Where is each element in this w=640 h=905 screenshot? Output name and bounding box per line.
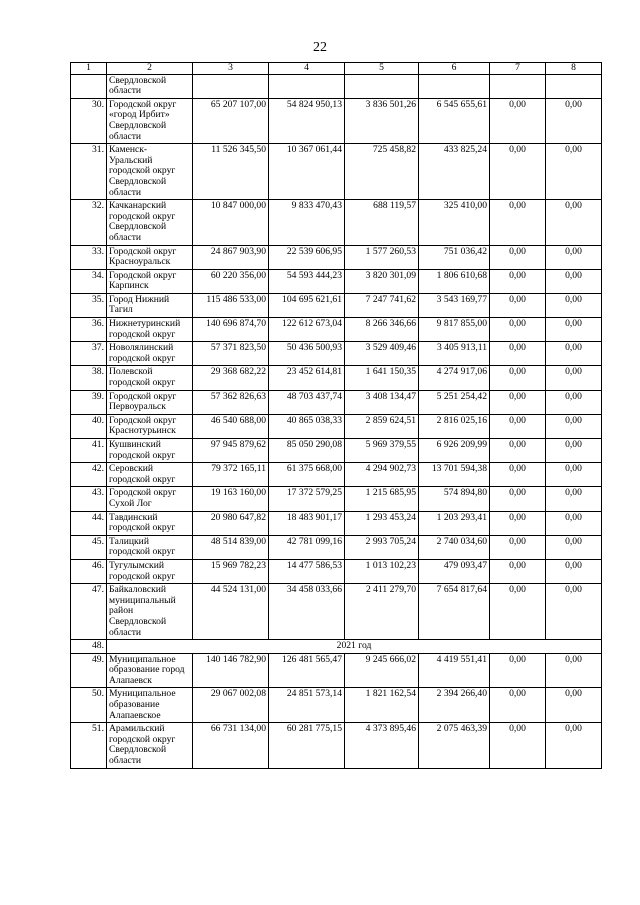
table-row <box>71 318 602 342</box>
amount-cell: 0,00 <box>546 487 602 511</box>
amount-cell <box>345 74 419 98</box>
row-number-cell: 30. <box>71 98 107 143</box>
amount-cell <box>419 74 490 98</box>
municipality-name-cell: Нижнетуринский городской округ <box>107 318 193 342</box>
table-row <box>71 342 602 366</box>
amount-cell: 2 394 266,40 <box>419 688 490 723</box>
municipality-name-cell: Городской округ «город Ирбит» Свердловской области <box>107 98 193 143</box>
amount-cell: 60 220 356,00 <box>193 269 269 293</box>
row-number-cell: 35. <box>71 293 107 317</box>
amount-cell: 3 408 134,47 <box>345 390 419 414</box>
municipality-name-cell: Тугулымский городской округ <box>107 559 193 583</box>
row-number-cell: 40. <box>71 414 107 438</box>
amount-cell: 57 371 823,50 <box>193 342 269 366</box>
row-number-cell: 44. <box>71 511 107 535</box>
amount-cell: 0,00 <box>546 723 602 768</box>
amount-cell: 0,00 <box>490 318 546 342</box>
amount-cell: 2 993 705,24 <box>345 535 419 559</box>
amount-cell: 54 824 950,13 <box>269 98 345 143</box>
table-row <box>71 535 602 559</box>
table-row <box>71 200 602 245</box>
amount-cell: 0,00 <box>546 414 602 438</box>
amount-cell: 751 036,42 <box>419 245 490 269</box>
amount-cell: 0,00 <box>490 439 546 463</box>
amount-cell: 24 851 573,14 <box>269 688 345 723</box>
row-number-cell: 45. <box>71 535 107 559</box>
amount-cell: 0,00 <box>490 463 546 487</box>
table-row <box>71 98 602 143</box>
amount-cell: 14 477 586,53 <box>269 559 345 583</box>
amount-cell: 97 945 879,62 <box>193 439 269 463</box>
amount-cell: 574 894,80 <box>419 487 490 511</box>
amount-cell: 0,00 <box>490 293 546 317</box>
column-number-header: 7 <box>490 63 546 75</box>
amount-cell: 17 372 579,25 <box>269 487 345 511</box>
column-number-header: 8 <box>546 63 602 75</box>
row-number-cell: 37. <box>71 342 107 366</box>
row-number-cell: 32. <box>71 200 107 245</box>
amount-cell: 13 701 594,38 <box>419 463 490 487</box>
amount-cell: 725 458,82 <box>345 144 419 200</box>
amount-cell: 0,00 <box>546 366 602 390</box>
table-row <box>71 653 602 688</box>
budget-table <box>70 62 602 769</box>
amount-cell: 7 247 741,62 <box>345 293 419 317</box>
amount-cell: 42 781 099,16 <box>269 535 345 559</box>
municipality-name-cell: Серовский городской округ <box>107 463 193 487</box>
amount-cell: 0,00 <box>546 511 602 535</box>
row-number-cell: 39. <box>71 390 107 414</box>
amount-cell: 6 926 209,99 <box>419 439 490 463</box>
municipality-name-cell: Городской округ Карпинск <box>107 269 193 293</box>
amount-cell: 19 163 160,00 <box>193 487 269 511</box>
amount-cell: 2 859 624,51 <box>345 414 419 438</box>
table-header-row <box>71 63 602 75</box>
row-number-cell: 41. <box>71 439 107 463</box>
amount-cell: 140 146 782,90 <box>193 653 269 688</box>
year-row <box>71 640 602 654</box>
amount-cell: 22 539 606,95 <box>269 245 345 269</box>
municipality-name-cell: Городской округ Краснотурьинск <box>107 414 193 438</box>
amount-cell: 15 969 782,23 <box>193 559 269 583</box>
amount-cell <box>490 74 546 98</box>
column-number-header: 3 <box>193 63 269 75</box>
amount-cell: 0,00 <box>546 653 602 688</box>
municipality-name-cell: Муниципальное образование город Алапаевск <box>107 653 193 688</box>
column-number-header: 4 <box>269 63 345 75</box>
amount-cell: 29 368 682,22 <box>193 366 269 390</box>
table-row <box>71 245 602 269</box>
row-number-cell: 38. <box>71 366 107 390</box>
amount-cell: 126 481 565,47 <box>269 653 345 688</box>
amount-cell: 1 215 685,95 <box>345 487 419 511</box>
amount-cell: 0,00 <box>490 487 546 511</box>
municipality-name-cell: Качканарский городской округ Свердловской области <box>107 200 193 245</box>
row-number-cell: 42. <box>71 463 107 487</box>
table-row <box>71 390 602 414</box>
amount-cell: 0,00 <box>490 390 546 414</box>
table-row <box>71 559 602 583</box>
amount-cell: 122 612 673,04 <box>269 318 345 342</box>
page-number: 22 <box>313 40 327 55</box>
amount-cell: 8 266 346,66 <box>345 318 419 342</box>
amount-cell: 4 373 895,46 <box>345 723 419 768</box>
table-row <box>71 366 602 390</box>
table-row <box>71 414 602 438</box>
municipality-name-cell: Новолялинский городской округ <box>107 342 193 366</box>
amount-cell: 0,00 <box>546 584 602 640</box>
amount-cell: 9 817 855,00 <box>419 318 490 342</box>
amount-cell: 4 274 917,06 <box>419 366 490 390</box>
municipality-name-cell: Город Нижний Тагил <box>107 293 193 317</box>
amount-cell: 46 540 688,00 <box>193 414 269 438</box>
amount-cell: 5 969 379,55 <box>345 439 419 463</box>
amount-cell: 0,00 <box>546 559 602 583</box>
row-number-cell: 49. <box>71 653 107 688</box>
table-row <box>71 74 602 98</box>
amount-cell: 0,00 <box>490 559 546 583</box>
amount-cell: 10 367 061,44 <box>269 144 345 200</box>
amount-cell: 0,00 <box>490 342 546 366</box>
amount-cell: 0,00 <box>546 200 602 245</box>
municipality-name-cell: Талицкий городской округ <box>107 535 193 559</box>
amount-cell: 0,00 <box>546 98 602 143</box>
amount-cell: 1 203 293,41 <box>419 511 490 535</box>
table-row <box>71 144 602 200</box>
amount-cell: 1 293 453,24 <box>345 511 419 535</box>
amount-cell: 2 740 034,60 <box>419 535 490 559</box>
amount-cell <box>193 74 269 98</box>
amount-cell: 0,00 <box>546 318 602 342</box>
amount-cell: 3 529 409,46 <box>345 342 419 366</box>
municipality-name-cell: Городской округ Красноуральск <box>107 245 193 269</box>
row-number-cell: 51. <box>71 723 107 768</box>
row-number-cell: 50. <box>71 688 107 723</box>
column-number-header: 6 <box>419 63 490 75</box>
amount-cell: 54 593 444,23 <box>269 269 345 293</box>
amount-cell: 61 375 668,00 <box>269 463 345 487</box>
amount-cell: 29 067 002,08 <box>193 688 269 723</box>
municipality-name-cell: Городской округ Первоуральск <box>107 390 193 414</box>
amount-cell: 2 816 025,16 <box>419 414 490 438</box>
amount-cell: 60 281 775,15 <box>269 723 345 768</box>
amount-cell: 65 207 107,00 <box>193 98 269 143</box>
amount-cell: 0,00 <box>490 366 546 390</box>
amount-cell: 44 524 131,00 <box>193 584 269 640</box>
row-number-cell: 33. <box>71 245 107 269</box>
amount-cell: 6 545 655,61 <box>419 98 490 143</box>
amount-cell: 48 703 437,74 <box>269 390 345 414</box>
municipality-name-cell: Муниципальное образование Алапаевское <box>107 688 193 723</box>
amount-cell: 0,00 <box>490 144 546 200</box>
table-row <box>71 584 602 640</box>
amount-cell: 7 654 817,64 <box>419 584 490 640</box>
amount-cell: 479 093,47 <box>419 559 490 583</box>
amount-cell: 0,00 <box>490 269 546 293</box>
table-row <box>71 269 602 293</box>
amount-cell: 1 577 260,53 <box>345 245 419 269</box>
row-number-cell: 46. <box>71 559 107 583</box>
amount-cell: 85 050 290,08 <box>269 439 345 463</box>
amount-cell: 0,00 <box>546 439 602 463</box>
amount-cell: 40 865 038,33 <box>269 414 345 438</box>
amount-cell: 24 867 903,90 <box>193 245 269 269</box>
amount-cell: 0,00 <box>490 414 546 438</box>
municipality-name-cell: Каменск-Уральский городской округ Свердловской области <box>107 144 193 200</box>
amount-cell: 34 458 033,66 <box>269 584 345 640</box>
row-number-cell: 48. <box>71 640 107 654</box>
amount-cell: 0,00 <box>546 144 602 200</box>
row-number-cell: 34. <box>71 269 107 293</box>
table-row <box>71 439 602 463</box>
amount-cell: 9 245 666,02 <box>345 653 419 688</box>
amount-cell: 433 825,24 <box>419 144 490 200</box>
amount-cell: 5 251 254,42 <box>419 390 490 414</box>
municipality-name-cell: Байкаловский муниципальный район Свердловской области <box>107 584 193 640</box>
amount-cell: 11 526 345,50 <box>193 144 269 200</box>
amount-cell: 3 820 301,09 <box>345 269 419 293</box>
amount-cell: 2 075 463,39 <box>419 723 490 768</box>
amount-cell: 1 821 162,54 <box>345 688 419 723</box>
amount-cell: 18 483 901,17 <box>269 511 345 535</box>
amount-cell: 0,00 <box>546 390 602 414</box>
municipality-name-cell: Тавдинский городской округ <box>107 511 193 535</box>
amount-cell: 0,00 <box>546 463 602 487</box>
table-row <box>71 293 602 317</box>
amount-cell: 48 514 839,00 <box>193 535 269 559</box>
amount-cell: 115 486 533,00 <box>193 293 269 317</box>
municipality-name-cell: Городской округ Сухой Лог <box>107 487 193 511</box>
amount-cell: 50 436 500,93 <box>269 342 345 366</box>
amount-cell: 1 806 610,68 <box>419 269 490 293</box>
amount-cell: 0,00 <box>490 98 546 143</box>
amount-cell: 0,00 <box>546 293 602 317</box>
amount-cell: 0,00 <box>546 245 602 269</box>
amount-cell: 3 543 169,77 <box>419 293 490 317</box>
amount-cell: 4 294 902,73 <box>345 463 419 487</box>
amount-cell: 1 641 150,35 <box>345 366 419 390</box>
column-number-header: 1 <box>71 63 107 75</box>
amount-cell: 9 833 470,43 <box>269 200 345 245</box>
municipality-name-cell: Полевской городской округ <box>107 366 193 390</box>
amount-cell: 2 411 279,70 <box>345 584 419 640</box>
table-row <box>71 463 602 487</box>
amount-cell: 104 695 621,61 <box>269 293 345 317</box>
amount-cell: 0,00 <box>490 584 546 640</box>
amount-cell: 66 731 134,00 <box>193 723 269 768</box>
column-number-header: 5 <box>345 63 419 75</box>
table-row <box>71 723 602 768</box>
amount-cell: 0,00 <box>490 688 546 723</box>
municipality-name-cell: Свердловской области <box>107 74 193 98</box>
table-row <box>71 487 602 511</box>
amount-cell: 688 119,57 <box>345 200 419 245</box>
column-number-header: 2 <box>107 63 193 75</box>
amount-cell: 0,00 <box>490 535 546 559</box>
table-row <box>71 511 602 535</box>
amount-cell: 0,00 <box>546 535 602 559</box>
amount-cell: 23 452 614,81 <box>269 366 345 390</box>
amount-cell: 10 847 000,00 <box>193 200 269 245</box>
amount-cell: 1 013 102,23 <box>345 559 419 583</box>
amount-cell: 4 419 551,41 <box>419 653 490 688</box>
amount-cell: 0,00 <box>490 245 546 269</box>
amount-cell: 0,00 <box>490 653 546 688</box>
row-number-cell: 47. <box>71 584 107 640</box>
amount-cell <box>269 74 345 98</box>
amount-cell: 0,00 <box>546 342 602 366</box>
amount-cell <box>546 74 602 98</box>
amount-cell: 57 362 826,63 <box>193 390 269 414</box>
amount-cell: 0,00 <box>546 269 602 293</box>
amount-cell: 140 696 874,70 <box>193 318 269 342</box>
row-number-cell: 36. <box>71 318 107 342</box>
amount-cell: 0,00 <box>490 511 546 535</box>
row-number-cell: 43. <box>71 487 107 511</box>
amount-cell: 3 405 913,11 <box>419 342 490 366</box>
amount-cell: 0,00 <box>490 723 546 768</box>
row-number-cell: 31. <box>71 144 107 200</box>
table-row <box>71 688 602 723</box>
amount-cell: 79 372 165,11 <box>193 463 269 487</box>
amount-cell: 0,00 <box>546 688 602 723</box>
amount-cell: 20 980 647,82 <box>193 511 269 535</box>
amount-cell: 3 836 501,26 <box>345 98 419 143</box>
row-number-cell <box>71 74 107 98</box>
amount-cell: 325 410,00 <box>419 200 490 245</box>
municipality-name-cell: Кушвинский городской округ <box>107 439 193 463</box>
municipality-name-cell: Арамильский городской округ Свердловской области <box>107 723 193 768</box>
amount-cell: 0,00 <box>490 200 546 245</box>
year-label-cell: 2021 год <box>107 640 602 654</box>
